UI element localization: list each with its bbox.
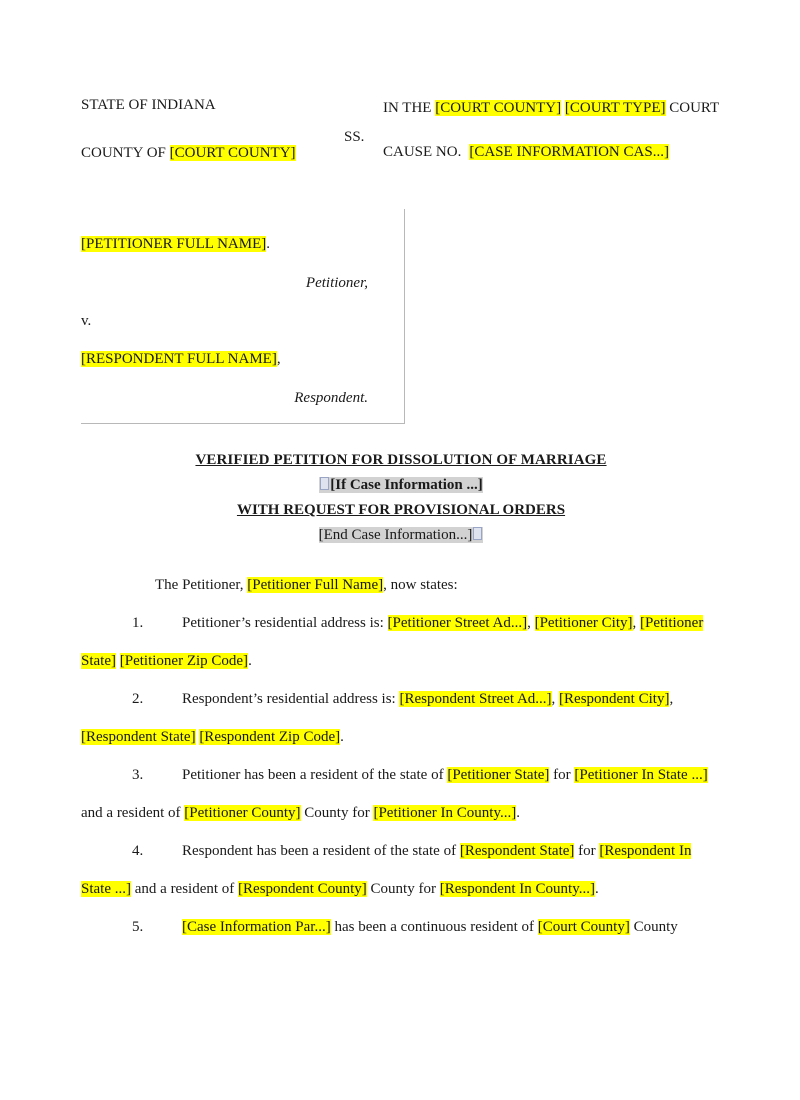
- cause-line: [383, 142, 723, 164]
- p5-seg2: has been a continuous resident of: [330, 919, 538, 935]
- p4-field2[interactable]: [Respondent In State ...]: [81, 843, 692, 897]
- document-title: VERIFIED PETITION FOR DISSOLUTION OF MARRIAGE: [195, 452, 607, 468]
- p2-field4[interactable]: [Respondent Zip Code]: [199, 729, 341, 745]
- intro-paragraph: [81, 566, 722, 604]
- numbered-paragraph: [81, 680, 722, 756]
- p5-seg3: County: [629, 919, 678, 935]
- p5-field1[interactable]: [Case Information Par...]: [182, 919, 331, 935]
- conditional-open-text[interactable]: [If Case Information ...]: [330, 477, 483, 493]
- numbered-paragraph: [81, 832, 722, 908]
- numbered-paragraph: [81, 604, 722, 680]
- in-the-label: IN THE: [383, 100, 436, 116]
- respondent-name-line: [81, 351, 281, 368]
- court-word: COURT: [669, 100, 720, 116]
- p4-seg4: County for: [366, 881, 440, 897]
- p3-seg4: County for: [300, 805, 374, 821]
- p1-field3[interactable]: [Petitioner State]: [81, 615, 704, 669]
- cause-number-field[interactable]: [CASE INFORMATION CAS...]: [469, 143, 669, 160]
- petitioner-full-name-inline-field[interactable]: [Petitioner Full Name]: [247, 577, 384, 593]
- cause-label: CAUSE NO.: [383, 143, 462, 160]
- ss-label: SS.: [344, 129, 365, 145]
- respondent-name-punctuation: ,: [276, 351, 281, 367]
- p3-seg2: for: [549, 767, 575, 783]
- petitioner-name-punctuation: .: [266, 236, 271, 252]
- intro-after: , now states:: [383, 577, 458, 593]
- p4-seg2: for: [574, 843, 600, 859]
- numbered-paragraph: [81, 756, 722, 832]
- p1-seg1: Petitioner’s residential address is:: [182, 615, 388, 631]
- paragraph-number: 2.: [132, 691, 144, 707]
- county-line: [81, 143, 331, 165]
- state-line: STATE OF INDIANA: [81, 97, 216, 113]
- versus-label: v.: [81, 313, 92, 329]
- conditional-open-shading: [319, 477, 482, 493]
- field-bracket-end-icon: [473, 527, 482, 540]
- p3-seg3: and a resident of: [81, 805, 185, 821]
- p3-seg5: .: [516, 805, 520, 821]
- p4-seg1: Respondent has been a resident of the state of: [182, 843, 460, 859]
- petitioner-name-line: [81, 236, 270, 253]
- respondent-role-label: Respondent.: [294, 390, 368, 406]
- p4-field1[interactable]: [Respondent State]: [459, 843, 575, 859]
- intro-before: The Petitioner,: [155, 577, 248, 593]
- p1-seg5: .: [248, 653, 252, 669]
- p3-field4[interactable]: [Petitioner In County...]: [373, 805, 517, 821]
- petitioner-full-name-field[interactable]: [PETITIONER FULL NAME]: [81, 236, 267, 252]
- county-label: COUNTY OF: [81, 145, 170, 161]
- p2-field3[interactable]: [Respondent State]: [81, 729, 196, 745]
- p4-field4[interactable]: [Respondent In County...]: [439, 881, 595, 897]
- petitioner-role-label: Petitioner,: [305, 275, 368, 291]
- p3-field1[interactable]: [Petitioner State]: [447, 767, 550, 783]
- p4-seg3: and a resident of: [131, 881, 239, 897]
- party-caption-box: [81, 209, 405, 424]
- court-county-field-left[interactable]: [COURT COUNTY]: [169, 145, 296, 161]
- court-county-field[interactable]: [COURT COUNTY]: [435, 100, 562, 116]
- paragraph-number: 1.: [132, 615, 144, 631]
- p2-seg2: ,: [551, 691, 560, 707]
- p1-seg2: ,: [527, 615, 535, 631]
- p2-seg3: ,: [669, 691, 674, 707]
- p3-seg1: Petitioner has been a resident of the state of: [182, 767, 448, 783]
- p2-seg1: Respondent’s residential address is:: [182, 691, 400, 707]
- caption-header-right: [383, 98, 723, 164]
- p1-seg3: ,: [632, 615, 640, 631]
- p1-field4[interactable]: [Petitioner Zip Code]: [119, 653, 249, 669]
- conditional-close-text[interactable]: [End Case Information...]: [318, 527, 473, 543]
- p3-field2[interactable]: [Petitioner In State ...]: [574, 767, 708, 783]
- p2-field2[interactable]: [Respondent City]: [559, 691, 670, 707]
- conditional-open-line: [81, 477, 721, 494]
- respondent-full-name-field[interactable]: [RESPONDENT FULL NAME]: [81, 351, 277, 367]
- conditional-close-shading: [319, 527, 484, 543]
- court-line: [383, 98, 723, 120]
- p5-field2[interactable]: [Court County]: [537, 919, 630, 935]
- caption-header-left: [81, 98, 331, 165]
- numbered-paragraph: [81, 908, 722, 946]
- body-text: [81, 566, 722, 946]
- paragraph-number: 4.: [132, 843, 144, 859]
- title-block: [81, 452, 721, 544]
- p2-field1[interactable]: [Respondent Street Ad...]: [399, 691, 552, 707]
- p1-field1[interactable]: [Petitioner Street Ad...]: [387, 615, 528, 631]
- p3-field3[interactable]: [Petitioner County]: [184, 805, 301, 821]
- p4-field3[interactable]: [Respondent County]: [238, 881, 367, 897]
- document-subtitle: WITH REQUEST FOR PROVISIONAL ORDERS: [236, 502, 566, 518]
- conditional-close-line: [81, 527, 721, 544]
- p4-seg5: .: [594, 881, 599, 897]
- p2-seg5: .: [340, 729, 344, 745]
- p1-field2[interactable]: [Petitioner City]: [534, 615, 633, 631]
- paragraph-number: 5.: [132, 919, 144, 935]
- paragraph-number: 3.: [132, 767, 144, 783]
- court-type-field[interactable]: [COURT TYPE]: [564, 100, 666, 116]
- field-bracket-icon: [320, 477, 329, 490]
